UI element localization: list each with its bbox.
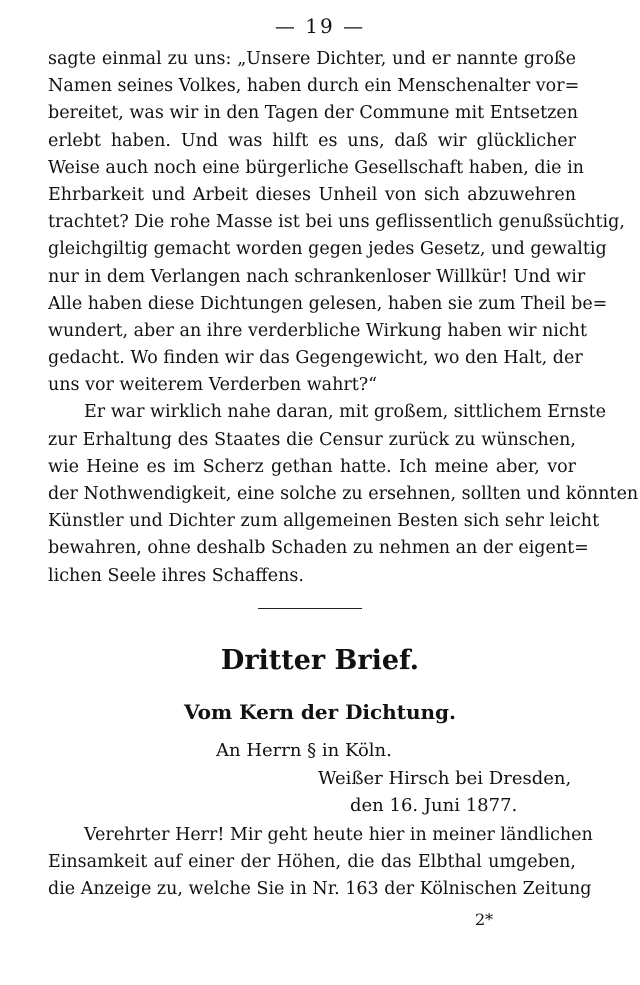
text-line: bereitet, was wir in den Tagen der Commune mit Entsetzen: [48, 103, 578, 124]
section-divider: [258, 608, 362, 609]
page-number: — 19 —: [274, 14, 366, 38]
text-line: erlebt haben. Und was hilft es uns, daß wir glücklicher: [48, 130, 576, 151]
addressee: An Herrn § in Köln.: [216, 740, 392, 761]
text-line: die Anzeige zu, welche Sie in Nr. 163 der Kölnischen Zeitung: [48, 879, 592, 900]
text-line: Namen seines Volkes, haben durch ein Menschenalter vor=: [48, 76, 580, 97]
text-line: Er war wirklich nahe daran, mit großem, sittlichem Ernste: [84, 402, 607, 423]
text-line: gleichgiltig gemacht worden gegen jedes Gesetz, und gewaltig: [48, 239, 607, 260]
text-line: trachtet? Die rohe Masse ist bei uns geflissentlich genußsüchtig,: [48, 212, 625, 233]
text-line: Einsamkeit auf einer der Höhen, die das Elbthal umgeben,: [48, 852, 576, 873]
text-line: Weise auch noch eine bürgerliche Gesellschaft haben, die in: [48, 157, 584, 178]
text-line: nur in dem Verlangen nach schrankenloser Willkür! Und wir: [48, 266, 586, 287]
text-line: Ehrbarkeit und Arbeit dieses Unheil von sich abzuwehren: [48, 184, 576, 205]
text-block-1: [48, 46, 639, 590]
letter-place: Weißer Hirsch bei Dresden,: [318, 768, 572, 789]
text-line: Alle haben diese Dichtungen gelesen, haben sie zum Theil be=: [48, 293, 608, 314]
text-line: sagte einmal zu uns: „Unsere Dichter, und er nannte große: [48, 49, 576, 69]
letter-date: den 16. Juni 1877.: [350, 795, 518, 816]
text-line: gedacht. Wo finden wir das Gegengewicht, wo den Halt, der: [48, 348, 583, 369]
text-line: Künstler und Dichter zum allgemeinen Besten sich sehr leicht: [48, 511, 600, 532]
text-line: der Nothwendigkeit, eine solche zu ersehnen, sollten und könnten: [48, 484, 639, 504]
text-line: Verehrter Herr! Mir geht heute hier in meiner ländlichen: [84, 825, 593, 845]
text-line: uns vor weiterem Verderben wahrt?“: [48, 375, 378, 396]
text-line: wie Heine es im Scherz gethan hatte. Ich meine aber, vor: [48, 456, 576, 477]
chapter-title: Dritter Brief.: [220, 645, 420, 676]
text-line: zur Erhaltung des Staates die Censur zurück zu wünschen,: [48, 429, 576, 450]
chapter-subtitle: Vom Kern der Dichtung.: [184, 700, 456, 724]
signature-mark: 2*: [475, 910, 494, 929]
text-line: lichen Seele ihres Schaffens.: [48, 565, 304, 586]
text-line: wundert, aber an ihre verderbliche Wirkung haben wir nicht: [48, 320, 587, 341]
text-line: bewahren, ohne deshalb Schaden zu nehmen an der eigent=: [48, 538, 589, 559]
text-block-2: [48, 822, 593, 904]
